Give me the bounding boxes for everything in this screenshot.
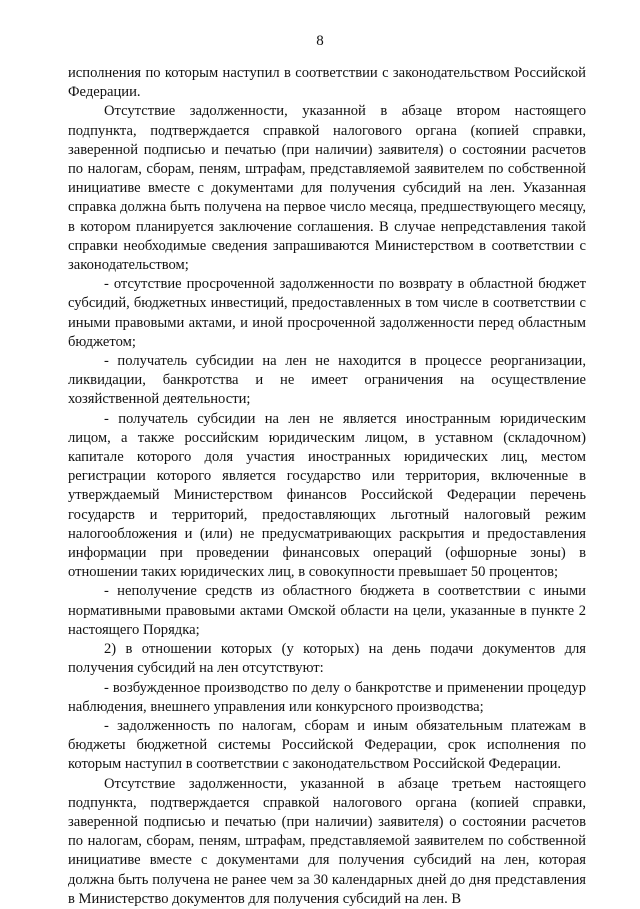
document-body bbox=[68, 64, 586, 909]
paragraph-no-other-funding: - неполучение средств из областного бюджета в соответствии с иными нормативными правовыми актами Омской области на цели, указанные в пункте 2 настоящего Порядка; bbox=[68, 583, 586, 638]
page-number: 8 bbox=[316, 33, 324, 49]
paragraph-continuation: исполнения по которым наступил в соответствии с законодательством Российской Федерации. bbox=[68, 65, 586, 101]
paragraph-debt-confirmation: Отсутствие задолженности, указанной в абзаце втором настоящего подпункта, подтверждается справкой налогового органа (копией справки, заверенной подписью и печатью (при наличии) заявителя) о состоянии расчетов по налогам, сборам, пеням, штрафам, представляемой заявителем по собственной инициативе вместе с документами для получения субсидий на лен. Указанная справка должна быть получена на первое число месяца, предшествующего месяцу, в котором планируется заключение соглашения. В случае непредставления такой справки необходимые сведения запрашиваются Министерством в соответствии с законодательством; bbox=[68, 103, 586, 274]
paragraph-not-foreign-entity: - получатель субсидии на лен не является иностранным юридическим лицом, а также российским юридическим лицом, в уставном (складочном) капитале которого доля участия иностранных юридических лиц, местом регистрации которого является государство или территория, включенные в утверждаемый Министерством финансов Российской Федерации перечень государств и территорий, предоставляющих льготный налоговый режим налогообложения и (или) не предусматривающих раскрытия и предоставления информации при проведении финансовых операций (офшорные зоны) в отношении таких юридических лиц, в совокупности превышает 50 процентов; bbox=[68, 410, 586, 581]
paragraph-no-bankruptcy: - возбужденное производство по делу о банкротстве и применении процедур наблюдения, внешнего управления или конкурсного производства; bbox=[68, 679, 586, 715]
paragraph-debt-confirmation-2: Отсутствие задолженности, указанной в абзаце третьем настоящего подпункта, подтверждается справкой налогового органа (копией справки, заверенной подписью и печатью (при наличии) заявителя) о состоянии расчетов по налогам, сборам, пеням, штрафам, представляемой заявителем по собственной инициативе вместе с документами для получения субсидий на лен, которая должна быть получена не ранее чем за 30 календарных дней до дня представления в Министерство документов для получения субсидий на лен. В bbox=[68, 775, 586, 907]
paragraph-item-2: 2) в отношении которых (у которых) на день подачи документов для получения субсидий на лен отсутствуют: bbox=[68, 641, 586, 677]
paragraph-no-reorganization: - получатель субсидии на лен не находится в процессе реорганизации, ликвидации, банкротства и не имеет ограничения на осуществление хозяйственной деятельности; bbox=[68, 353, 586, 408]
paragraph-no-tax-debt: - задолженность по налогам, сборам и иным обязательным платежам в бюджеты бюджетной системы Российской Федерации, срок исполнения по которым наступил в соответствии с законодательством Российской Федерации. bbox=[68, 717, 586, 773]
paragraph-no-overdue-debt: - отсутствие просроченной задолженности по возврату в областной бюджет субсидий, бюджетных инвестиций, предоставленных в том числе в соответствии с иными правовыми актами, и иной просроченной задолженности перед областным бюджетом; bbox=[68, 276, 586, 350]
